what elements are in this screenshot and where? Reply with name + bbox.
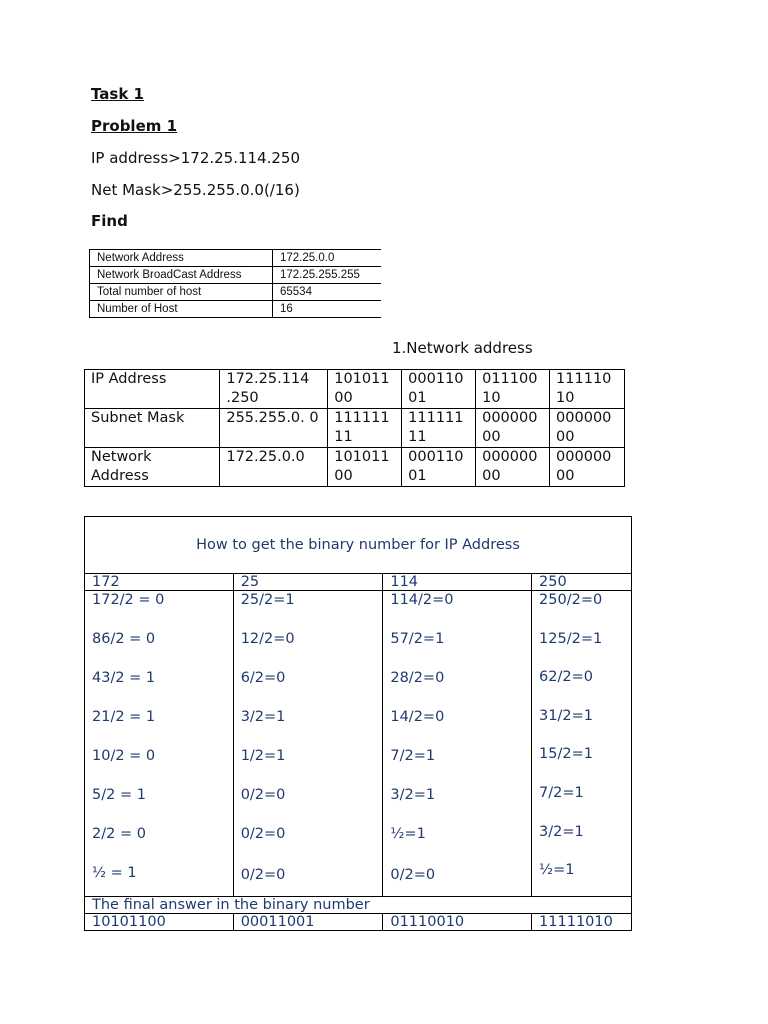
- division-step: 2/2 = 0: [92, 826, 146, 842]
- division-step: 5/2 = 1: [92, 787, 146, 803]
- final-binary: 11111010: [532, 914, 632, 931]
- summary-label: Total number of host: [90, 284, 273, 301]
- task-heading: Task 1: [91, 85, 144, 103]
- table-row: [90, 301, 382, 318]
- table-row: [85, 448, 625, 487]
- row-name: Subnet Mask: [85, 409, 220, 448]
- division-step: 14/2=0: [390, 709, 445, 725]
- division-steps: [85, 591, 234, 897]
- division-step: 250/2=0: [539, 592, 603, 608]
- row-name: Network Address: [85, 448, 220, 487]
- summary-value: 16: [273, 301, 382, 318]
- binary-conversion-table: [84, 516, 632, 931]
- division-step: 0/2=0: [240, 867, 286, 883]
- summary-label: Network Address: [90, 250, 273, 267]
- octet-binary: 000110 01: [402, 448, 476, 487]
- octet-binary: 000000 00: [476, 409, 550, 448]
- column-header: 25: [233, 574, 383, 591]
- octet-binary: 000000 00: [550, 409, 625, 448]
- summary-label: Number of Host: [90, 301, 273, 318]
- table-row: [85, 574, 632, 591]
- division-steps: [532, 591, 632, 897]
- division-steps: [383, 591, 532, 897]
- division-step: 62/2=0: [539, 669, 593, 686]
- division-step: 57/2=1: [390, 631, 445, 647]
- division-step: 3/2=1: [539, 823, 584, 840]
- octet-binary: 111110 10: [550, 370, 625, 409]
- division-step: 15/2=1: [539, 746, 593, 763]
- final-binary: 01110010: [383, 914, 532, 931]
- table-row: [90, 267, 382, 284]
- octet-binary: 000000 00: [476, 448, 550, 487]
- summary-label: Network BroadCast Address: [90, 267, 273, 284]
- division-step: 125/2=1: [539, 630, 603, 647]
- final-binary: 10101100: [85, 914, 234, 931]
- octet-binary: 011100 10: [476, 370, 550, 409]
- octet-binary: 101011 00: [328, 448, 402, 487]
- table-row: [85, 897, 632, 914]
- octet-binary: 111111 11: [328, 409, 402, 448]
- division-step: 0/2=0: [390, 867, 436, 883]
- net-mask-line: Net Mask>255.255.0.0(/16): [91, 181, 300, 199]
- column-header: 172: [85, 574, 234, 591]
- table-row: [85, 591, 632, 897]
- division-step: 10/2 = 0: [92, 748, 156, 764]
- division-step: 86/2 = 0: [92, 631, 156, 647]
- final-binary: 00011001: [233, 914, 383, 931]
- table-row: [85, 517, 632, 574]
- network-table: [84, 369, 625, 487]
- division-step: 172/2 = 0: [92, 592, 165, 608]
- division-step: 7/2=1: [539, 784, 584, 801]
- problem-heading: Problem 1: [91, 117, 178, 135]
- octet-binary: 000000 00: [550, 448, 625, 487]
- summary-value: 172.25.255.255: [273, 267, 382, 284]
- binary-table-title: How to get the binary number for IP Address: [85, 517, 632, 574]
- dotted-value: 255.255.0. 0: [220, 409, 328, 448]
- dotted-value: 172.25.0.0: [220, 448, 328, 487]
- octet-binary: 000110 01: [402, 370, 476, 409]
- find-label: Find: [91, 212, 128, 230]
- division-step: 12/2=0: [240, 631, 295, 647]
- division-steps: [233, 591, 383, 897]
- division-step: 25/2=1: [240, 592, 295, 608]
- table-row: [85, 370, 625, 409]
- column-header: 250: [532, 574, 632, 591]
- table-row: [85, 409, 625, 448]
- division-step: 6/2=0: [240, 670, 286, 686]
- division-step: 21/2 = 1: [92, 709, 156, 725]
- table-row: [90, 250, 382, 267]
- summary-value: 65534: [273, 284, 382, 301]
- summary-table: [89, 249, 381, 318]
- division-step: 0/2=0: [240, 826, 286, 842]
- division-step: 114/2=0: [390, 592, 454, 608]
- ip-address-line: IP address>172.25.114.250: [91, 149, 301, 167]
- division-step: 1/2=1: [240, 748, 286, 764]
- division-step: ½=1: [390, 826, 426, 842]
- table-row: [85, 914, 632, 931]
- network-caption: 1.Network address: [392, 339, 533, 357]
- octet-binary: 101011 00: [328, 370, 402, 409]
- division-step: 3/2=1: [240, 709, 286, 725]
- row-name: IP Address: [85, 370, 220, 409]
- division-step: 3/2=1: [390, 787, 436, 803]
- octet-binary: 111111 11: [402, 409, 476, 448]
- division-step: 43/2 = 1: [92, 670, 156, 686]
- division-step: 0/2=0: [240, 787, 286, 803]
- division-step: 7/2=1: [390, 748, 436, 764]
- final-answer-label: The final answer in the binary number: [85, 897, 632, 914]
- division-step: ½=1: [539, 862, 575, 879]
- division-step: ½ = 1: [92, 865, 137, 881]
- division-step: 31/2=1: [539, 707, 593, 724]
- column-header: 114: [383, 574, 532, 591]
- division-step: 28/2=0: [390, 670, 445, 686]
- table-row: [90, 284, 382, 301]
- summary-value: 172.25.0.0: [273, 250, 382, 267]
- dotted-value: 172.25.114 .250: [220, 370, 328, 409]
